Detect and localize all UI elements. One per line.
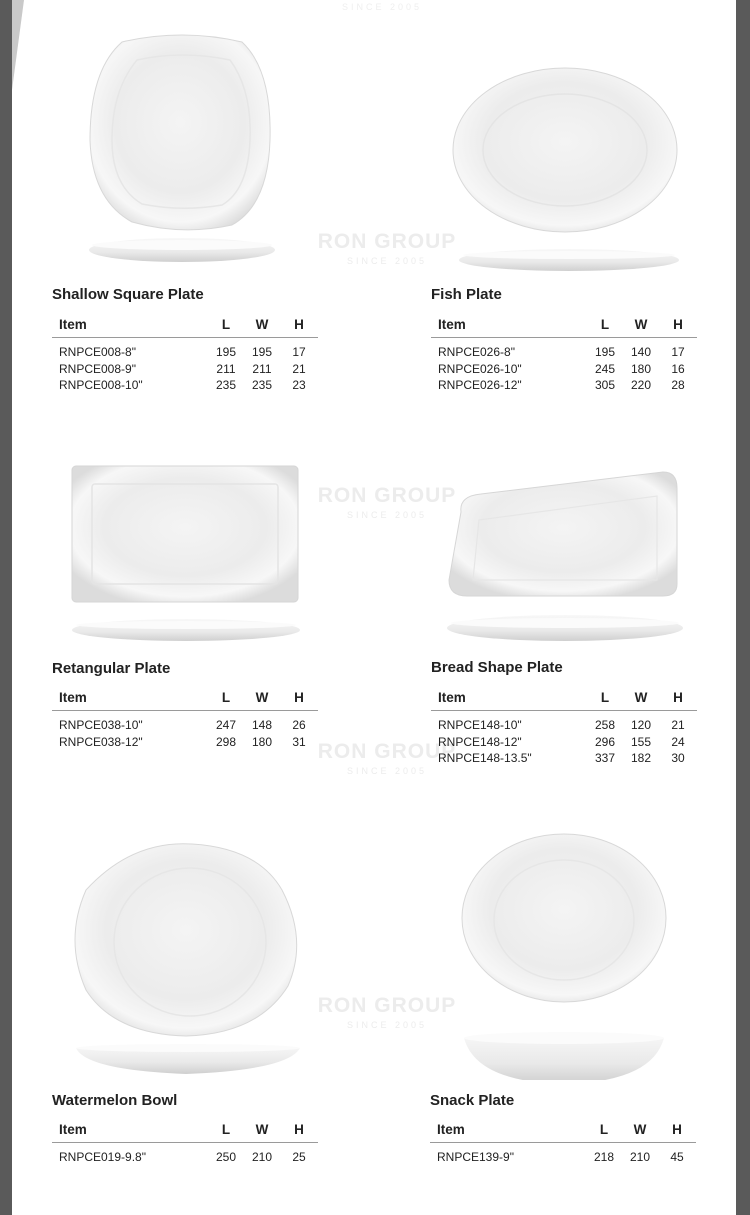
length-value: 247 xyxy=(215,718,237,733)
width-value: 180 xyxy=(630,361,652,376)
watermark-brand: RON GROUP xyxy=(317,230,457,253)
watermark-brand: RON GROUP xyxy=(317,484,457,507)
spec-table xyxy=(52,686,318,750)
table-row xyxy=(52,711,318,734)
width-value: 182 xyxy=(630,751,652,766)
height-value: 25 xyxy=(292,1150,306,1165)
table-row xyxy=(431,338,697,361)
item-code: RNPCE019-9.8" xyxy=(59,1150,146,1165)
header-item: Item xyxy=(52,686,208,711)
length-value: 298 xyxy=(215,734,237,749)
table-row xyxy=(431,361,697,378)
product-title: Bread Shape Plate xyxy=(431,659,563,676)
watermark-brand: RON GROUP xyxy=(317,994,457,1017)
product-image-bread-shape-plate xyxy=(431,440,699,650)
corner-decoration xyxy=(12,0,24,90)
spec-table xyxy=(430,1118,696,1166)
spec-table-header xyxy=(430,1118,696,1143)
height-value: 21 xyxy=(292,361,306,376)
header-h: H xyxy=(280,686,318,711)
spec-table xyxy=(52,313,318,394)
item-code: RNPCE038-10" xyxy=(59,718,143,733)
header-item: Item xyxy=(52,313,208,338)
product-image-snack-plate xyxy=(430,820,698,1080)
item-code: RNPCE008-8" xyxy=(59,345,136,360)
product-fish-plate xyxy=(431,0,699,393)
item-code: RNPCE026-12" xyxy=(438,378,522,393)
table-row xyxy=(52,734,318,751)
header-l: L xyxy=(586,1118,622,1143)
product-shallow-square-plate xyxy=(52,0,320,393)
header-l: L xyxy=(587,313,623,338)
height-value: 24 xyxy=(671,734,685,749)
table-row xyxy=(431,734,697,751)
product-title: Snack Plate xyxy=(430,1092,515,1109)
item-code: RNPCE026-10" xyxy=(438,361,522,376)
length-value: 250 xyxy=(215,1150,237,1165)
length-value: 195 xyxy=(594,345,616,360)
product-image-shallow-square-plate xyxy=(52,0,320,280)
width-value: 210 xyxy=(629,1150,651,1165)
width-value: 211 xyxy=(252,361,272,376)
watermark-brand: RON GROUP xyxy=(317,740,457,763)
item-code: RNPCE008-10" xyxy=(59,378,143,393)
spec-table-header xyxy=(52,686,318,711)
product-bread-shape-plate xyxy=(431,440,699,766)
length-value: 235 xyxy=(215,378,237,393)
table-row xyxy=(52,1143,318,1166)
length-value: 258 xyxy=(594,718,616,733)
spec-table-header xyxy=(52,313,318,338)
spec-table-header xyxy=(52,1118,318,1143)
header-w: W xyxy=(244,686,280,711)
spec-table-header xyxy=(431,686,697,711)
table-row xyxy=(52,338,318,361)
height-value: 28 xyxy=(671,378,685,393)
header-item: Item xyxy=(52,1118,208,1143)
height-value: 31 xyxy=(292,734,306,749)
height-value: 45 xyxy=(670,1150,684,1165)
width-value: 180 xyxy=(251,734,273,749)
table-row xyxy=(431,750,697,767)
watermark-tagline-top: SINCE 2005 xyxy=(342,2,423,12)
product-title: Retangular Plate xyxy=(52,660,171,677)
width-value: 140 xyxy=(630,345,652,360)
header-item: Item xyxy=(431,686,587,711)
height-value: 30 xyxy=(671,751,685,766)
watermark-tagline: SINCE 2005 xyxy=(346,766,428,776)
header-l: L xyxy=(587,686,623,711)
length-value: 296 xyxy=(594,734,616,749)
item-code: RNPCE139-9" xyxy=(437,1150,514,1165)
header-l: L xyxy=(208,1118,244,1143)
watermark-tagline: SINCE 2005 xyxy=(346,256,428,266)
header-w: W xyxy=(623,686,659,711)
length-value: 245 xyxy=(594,361,616,376)
header-item: Item xyxy=(431,313,587,338)
table-row xyxy=(431,711,697,734)
catalog-sheet xyxy=(12,0,736,1215)
product-title: Shallow Square Plate xyxy=(52,286,204,303)
width-value: 155 xyxy=(630,734,652,749)
header-w: W xyxy=(244,313,280,338)
header-w: W xyxy=(623,313,659,338)
header-h: H xyxy=(280,1118,318,1143)
spec-table xyxy=(431,686,697,767)
header-w: W xyxy=(244,1118,280,1143)
header-l: L xyxy=(208,313,244,338)
length-value: 305 xyxy=(594,378,616,393)
spec-table xyxy=(52,1118,318,1166)
table-row xyxy=(430,1143,696,1166)
height-value: 23 xyxy=(292,378,306,393)
product-image-fish-plate xyxy=(431,0,699,280)
width-value: 210 xyxy=(251,1150,273,1165)
header-item: Item xyxy=(430,1118,586,1143)
width-value: 195 xyxy=(251,345,273,360)
height-value: 17 xyxy=(671,345,685,360)
spec-table-header xyxy=(431,313,697,338)
header-h: H xyxy=(280,313,318,338)
product-watermelon-bowl xyxy=(52,820,320,1165)
table-row xyxy=(431,377,697,394)
width-value: 148 xyxy=(251,718,273,733)
item-code: RNPCE026-8" xyxy=(438,345,515,360)
item-code: RNPCE148-13.5" xyxy=(438,751,532,766)
height-value: 26 xyxy=(292,718,306,733)
item-code: RNPCE148-10" xyxy=(438,718,522,733)
product-snack-plate xyxy=(430,820,698,1165)
header-h: H xyxy=(659,686,697,711)
length-value: 337 xyxy=(594,751,616,766)
height-value: 16 xyxy=(671,361,685,376)
length-value: 195 xyxy=(215,345,237,360)
product-title: Watermelon Bowl xyxy=(52,1092,178,1109)
item-code: RNPCE148-12" xyxy=(438,734,522,749)
header-l: L xyxy=(208,686,244,711)
width-value: 220 xyxy=(630,378,652,393)
table-row xyxy=(52,377,318,394)
spec-table xyxy=(431,313,697,394)
watermark-tagline: SINCE 2005 xyxy=(346,510,428,520)
product-title: Fish Plate xyxy=(431,286,502,303)
product-retangular-plate xyxy=(52,440,320,749)
header-h: H xyxy=(659,313,697,338)
watermark-tagline: SINCE 2005 xyxy=(346,1020,428,1030)
item-code: RNPCE038-12" xyxy=(59,734,143,749)
width-value: 235 xyxy=(251,378,273,393)
height-value: 21 xyxy=(671,718,685,733)
header-w: W xyxy=(622,1118,658,1143)
header-h: H xyxy=(658,1118,696,1143)
length-value: 218 xyxy=(593,1150,615,1165)
width-value: 120 xyxy=(630,718,652,733)
product-image-watermelon-bowl xyxy=(52,820,320,1080)
height-value: 17 xyxy=(292,345,306,360)
table-row xyxy=(52,361,318,378)
product-image-retangular-plate xyxy=(52,440,320,650)
length-value: 211 xyxy=(216,361,236,376)
item-code: RNPCE008-9" xyxy=(59,361,136,376)
